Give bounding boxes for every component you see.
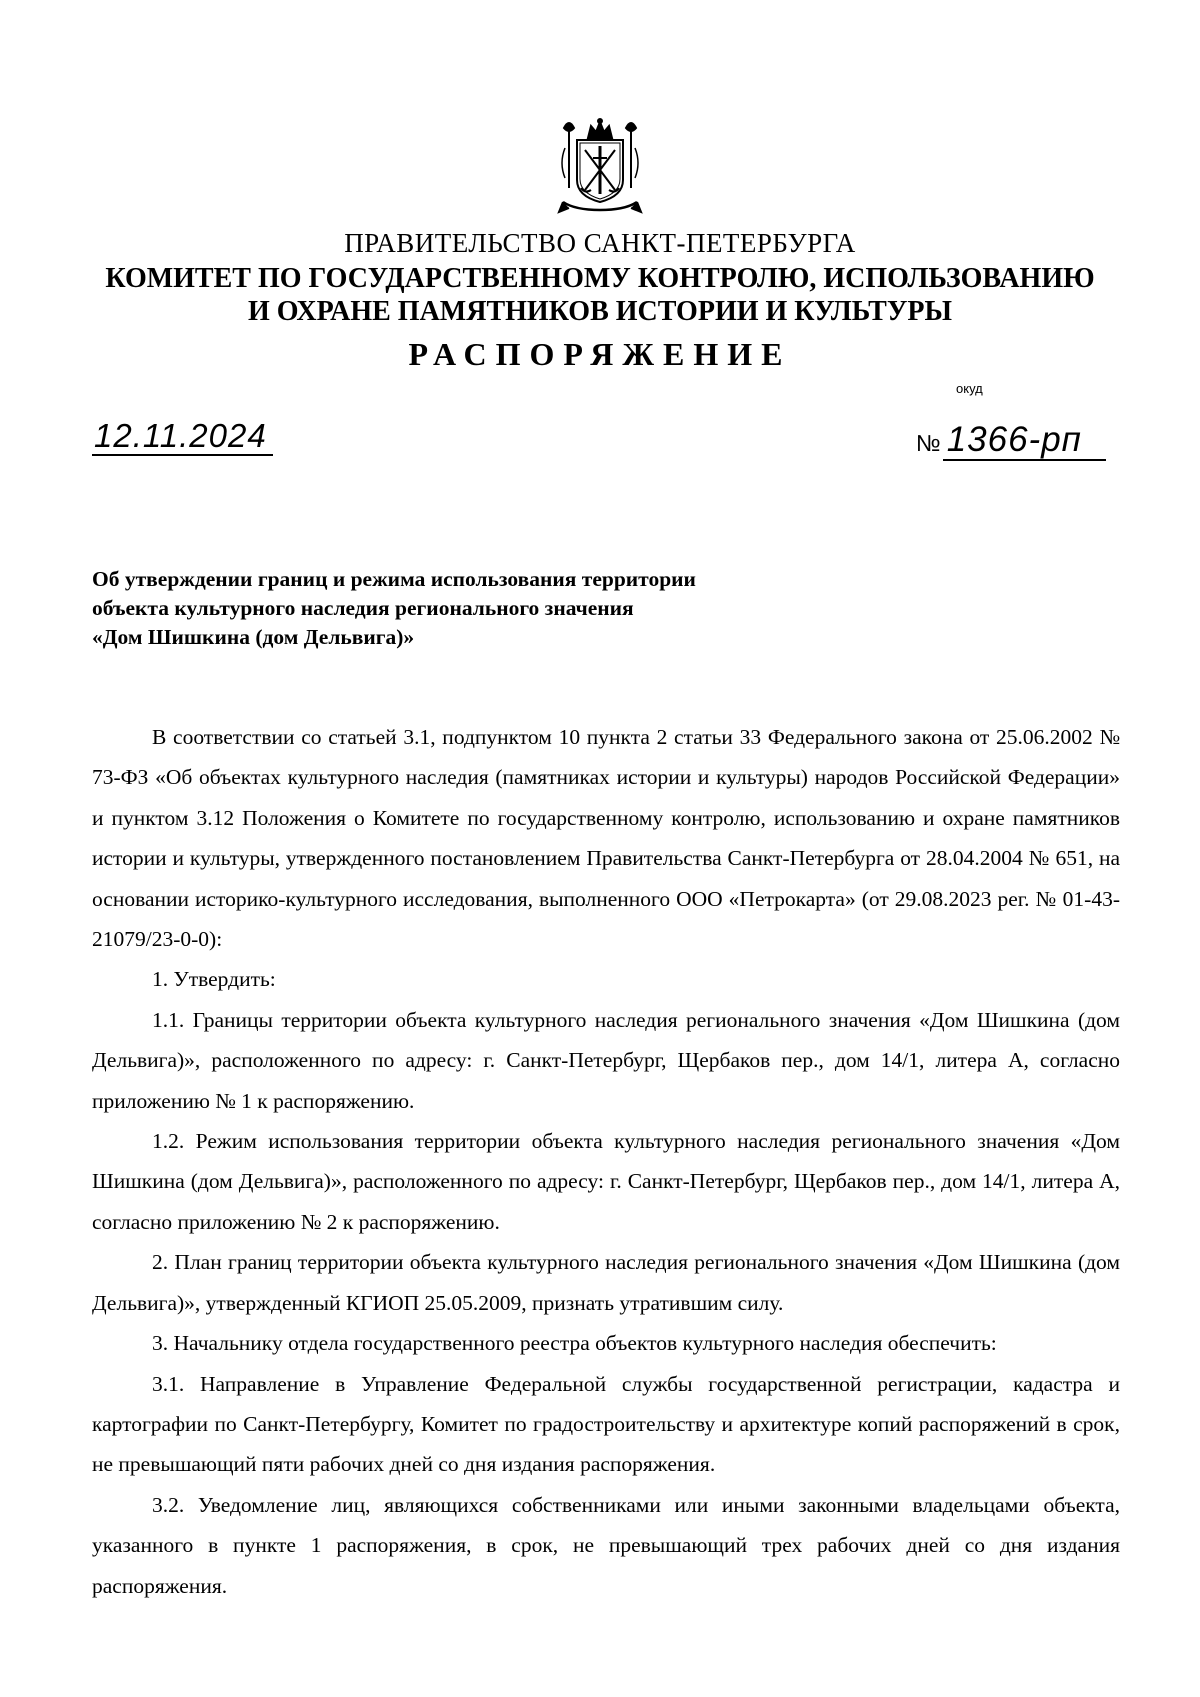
committee-title <box>0 262 1200 328</box>
document-date: 12.11.2024 <box>92 418 273 456</box>
number-value: 1366-рп <box>943 420 1106 461</box>
committee-title-line-2: И ОХРАНЕ ПАМЯТНИКОВ ИСТОРИИ И КУЛЬТУРЫ <box>248 296 952 327</box>
subject-line-1: Об утверждении границ и режима использования территории <box>92 567 696 591</box>
okud-label: окуд <box>956 381 983 396</box>
clause-2: 2. План границ территории объекта культурного наследия регионального значения «Дом Шишкина (дом Дельвига)», утвержденный КГИОП 25.05.2009, признать утратившим силу. <box>92 1250 1120 1315</box>
clause-3-1: 3.1. Направление в Управление Федеральной службы государственной регистрации, кадастра и картографии по Санкт-Петербургу, Комитет по градостроительству и архитектуре копий распоряжений в срок, не превышающий пяти рабочих дней со дня издания распоряжения. <box>92 1371 1120 1477</box>
clause-3: 3. Начальнику отдела государственного реестра объектов культурного наследия обеспечить: <box>152 1331 997 1356</box>
number-prefix: № <box>916 430 941 456</box>
coat-of-arms-emblem <box>555 118 645 218</box>
document-subject <box>92 565 696 652</box>
document-number <box>916 420 1106 460</box>
government-title: ПРАВИТЕЛЬСТВО САНКТ-ПЕТЕРБУРГА <box>344 228 856 258</box>
subject-line-2: объекта культурного наследия регионального значения <box>92 596 634 620</box>
document-type-title: РАСПОРЯЖЕНИЕ <box>408 336 792 372</box>
preamble-paragraph: В соответствии со статьей 3.1, подпунктом 10 пункта 2 статьи 33 Федерального закона от 25.06.2002 № 73-ФЗ «Об объектах культурного наследия (памятниках истории и культуры) народов Российской Федерации» и пунктом 3.12 Положения о Комитете по государственному контролю, использованию и охране памятников истории и культуры, утвержденного постановлением Правительства Санкт-Петербурга от 28.04.2004 № 651, на основании историко-культурного исследования, выполненного ООО «Петрокарта» (от 29.08.2023 рег. № 01-43-21079/23-0-0): <box>92 725 1120 952</box>
clause-1: 1. Утвердить: <box>152 967 276 992</box>
committee-title-line-1: КОМИТЕТ ПО ГОСУДАРСТВЕННОМУ КОНТРОЛЮ, ИСПОЛЬЗОВАНИЮ <box>105 263 1095 294</box>
clause-1-2: 1.2. Режим использования территории объекта культурного наследия регионального значения «Дом Шишкина (дом Дельвига)», расположенного по адресу: г. Санкт-Петербург, Щербаков пер., дом 14/1, литера А, согласно приложению № 2 к распоряжению. <box>92 1129 1120 1234</box>
subject-line-3: «Дом Шишкина (дом Дельвига)» <box>92 625 415 649</box>
document-body <box>92 717 1120 1606</box>
clause-1-1: 1.1. Границы территории объекта культурного наследия регионального значения «Дом Шишкина (дом Дельвига)», расположенного по адресу: г. Санкт-Петербург, Щербаков пер., дом 14/1, литера А, согласно приложению № 1 к распоряжению. <box>92 1007 1120 1113</box>
clause-3-2: 3.2. Уведомление лиц, являющихся собственниками или иными законными владельцами объекта, указанного в пункте 1 распоряжения, в срок, не превышающий трех рабочих дней со дня издания распоряжения. <box>92 1492 1120 1598</box>
